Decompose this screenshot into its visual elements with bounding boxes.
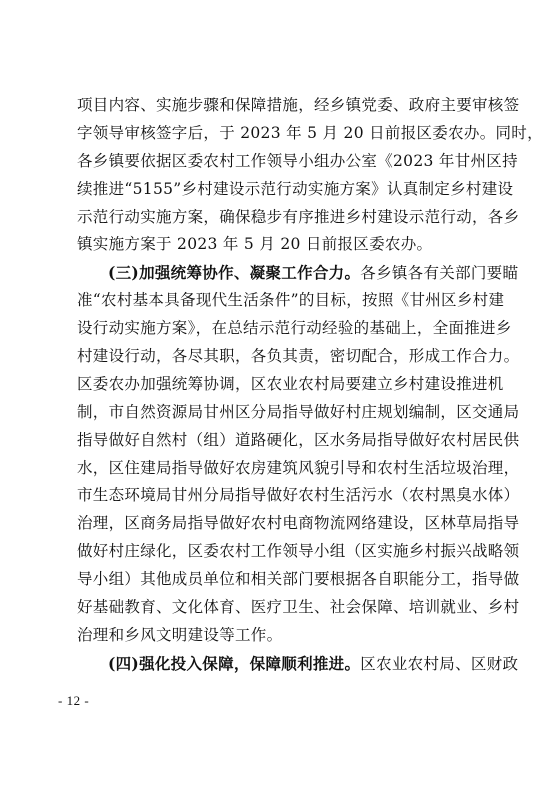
text-line: 做好村庄绿化，区委农村工作领导小组（区实施乡村振兴战略领 bbox=[77, 542, 520, 561]
text-line: 区委农办加强统筹协调，区农业农村局要建立乡村建设推进机 bbox=[77, 374, 504, 393]
text-line: 项目内容、实施步骤和保障措施，经乡镇党委、政府主要审核签 bbox=[77, 96, 520, 114]
section-3-first-line bbox=[77, 259, 519, 287]
section-3-first-line-text: 各乡镇各有关部门要瞄 bbox=[360, 264, 519, 283]
text-line: 好基础教育、文化体育、医疗卫生、社会保障、培训就业、乡村 bbox=[77, 598, 520, 617]
text-line: 水，区住建局指导做好农房建筑风貌引导和农村生活垃圾治理， bbox=[77, 458, 520, 477]
page-number: - 12 - bbox=[58, 693, 90, 708]
text-line: 镇实施方案于 2023 年 5 月 20 日前报区委农办。 bbox=[77, 235, 433, 254]
section-4-first-line bbox=[77, 650, 519, 678]
text-line: 字领导审核签字后，于 2023 年 5 月 20 日前报区委农办。同时， bbox=[77, 123, 543, 142]
text-line: 制，市自然资源局甘州区分局指导做好村庄规划编制，区交通局 bbox=[77, 402, 520, 421]
text-line: 各乡镇要依据区委农村工作领导小组办公室《2023 年甘州区持 bbox=[77, 151, 518, 170]
text-line: 指导做好自然村（组）道路硬化，区水务局指导做好农村居民供 bbox=[77, 430, 520, 449]
text-line: 设行动实施方案》，在总结示范行动经验的基础上，全面推进乡 bbox=[77, 319, 512, 338]
text-line: 村建设行动，各尽其职，各负其责，密切配合，形成工作合力。 bbox=[77, 347, 520, 366]
body-text bbox=[77, 92, 543, 678]
text-line: 示范行动实施方案，确保稳步有序推进乡村建设示范行动，各乡 bbox=[77, 207, 520, 226]
paragraph-section-3 bbox=[77, 259, 520, 649]
section-4-first-line-text: 区农业农村局、区财政 bbox=[360, 654, 519, 673]
section-3-heading: (三)加强统筹协作、凝聚工作合力。 bbox=[108, 263, 361, 283]
text-line: 治理，区商务局指导做好农村电商物流网络建设，区林草局指导 bbox=[77, 514, 520, 533]
text-line: 市生态环境局甘州分局指导做好农村生活污水（农村黑臭水体） bbox=[77, 486, 520, 505]
text-line: 准“农村基本具备现代生活条件”的目标，按照《甘州区乡村建 bbox=[77, 291, 505, 310]
text-line: 治理和乡风文明建设等工作。 bbox=[77, 625, 283, 644]
paragraph-section-4 bbox=[77, 650, 519, 678]
section-4-heading: (四)强化投入保障，保障顺利推进。 bbox=[108, 653, 361, 673]
text-line: 导小组）其他成员单位和相关部门要根据各自职能分工，指导做 bbox=[77, 570, 520, 589]
paragraph-implementation-plan bbox=[77, 92, 543, 259]
text-line: 续推进“5155”乡村建设示范行动实施方案》认真制定乡村建设 bbox=[77, 179, 514, 198]
